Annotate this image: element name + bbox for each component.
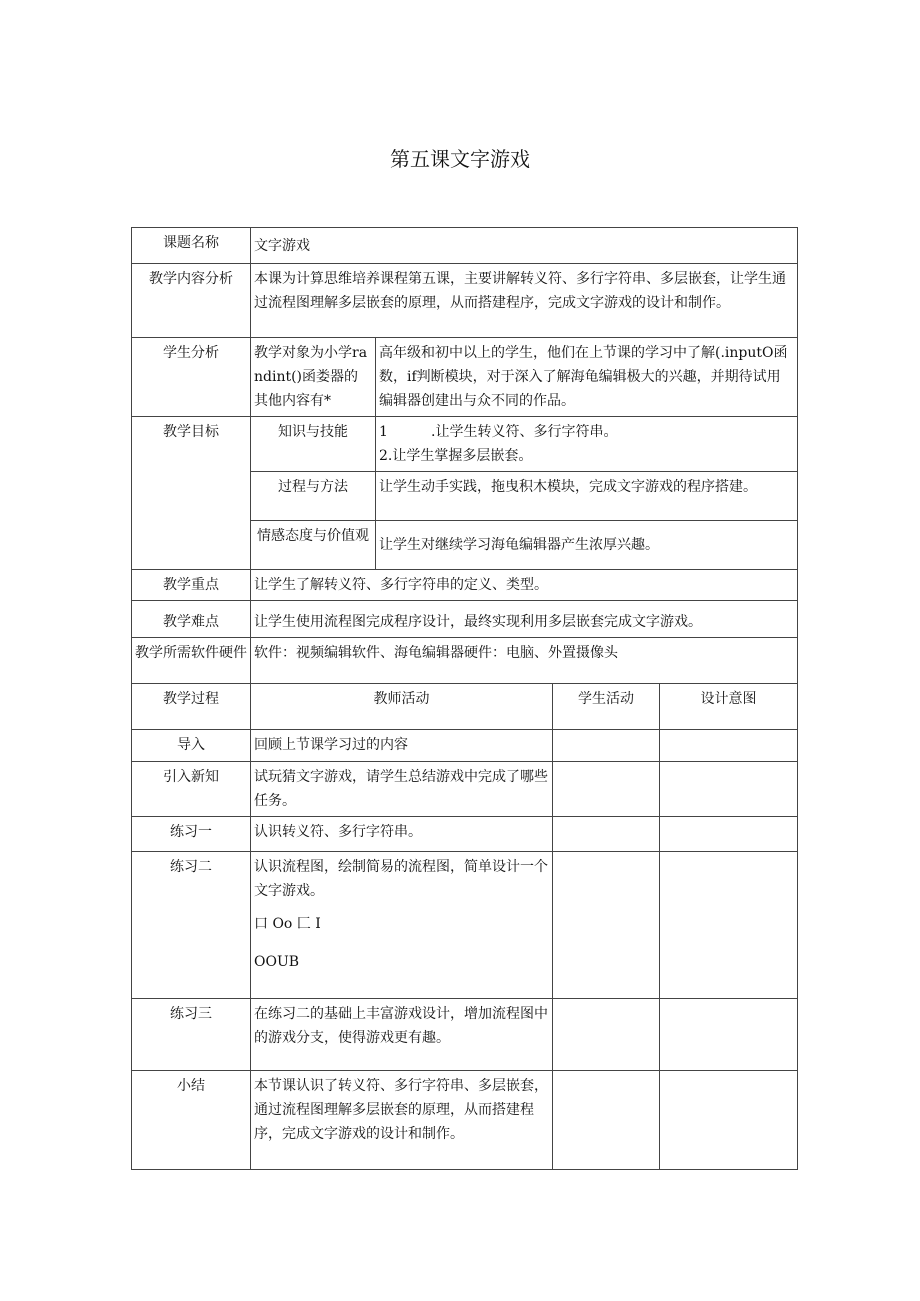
key-point-label: 教学重点 [132, 570, 251, 601]
process-design [660, 762, 798, 817]
process-teacher: 回顾上节课学习过的内容 [251, 730, 553, 762]
process-design [660, 1071, 798, 1170]
process-student [553, 999, 660, 1071]
topic-label: 课题名称 [132, 228, 251, 264]
process-teacher: 试玩猜文字游戏，请学生总结游戏中完成了哪些任务。 [251, 762, 553, 817]
content-analysis-value: 本课为计算思维培养课程第五课，主要讲解转义符、多行字符串、多层嵌套，让学生通过流程图理解多层嵌套的原理，从而搭建程序，完成文字游戏的设计和制作。 [251, 264, 798, 338]
goals-label: 教学目标 [132, 417, 251, 570]
resources-label: 教学所需软件硬件 [132, 638, 251, 684]
goal-emotion-label: 情感态度与价值观 [251, 521, 376, 570]
goal-knowledge-text: .让学生转义符、多行字符串。 [431, 424, 618, 440]
row-resources [132, 638, 798, 684]
table-row [132, 817, 798, 852]
difficulty-value: 让学生使用流程图完成程序设计，最终实现利用多层嵌套完成文字游戏。 [251, 601, 798, 638]
content-analysis-label: 教学内容分析 [132, 264, 251, 338]
process-teacher: 认识转义符、多行字符串。 [251, 817, 553, 852]
flowchart-line-2: OOUB [254, 954, 300, 970]
process-student [553, 817, 660, 852]
process-student [553, 730, 660, 762]
goal-knowledge-line1 [379, 420, 794, 444]
difficulty-label: 教学难点 [132, 601, 251, 638]
table-row [132, 1071, 798, 1170]
process-design [660, 730, 798, 762]
row-content-analysis [132, 264, 798, 338]
process-teacher-text: 认识流程图，绘制简易的流程图，简单设计一个文字游戏。 [254, 859, 548, 899]
page-title: 第五课文字游戏 [390, 147, 530, 171]
process-teacher: 本节课认识了转义符、多行字符串、多层嵌套，通过流程图理解多层嵌套的原理，从而搭建程序，完成文字游戏的设计和制作。 [251, 1071, 553, 1170]
process-stage: 导入 [132, 730, 251, 762]
goal-knowledge-label: 知识与技能 [251, 417, 376, 472]
key-point-value: 让学生了解转义符、多行字符串的定义、类型。 [251, 570, 798, 601]
process-student [553, 762, 660, 817]
process-header-teacher: 教师活动 [251, 684, 553, 730]
process-stage: 练习二 [132, 852, 251, 999]
process-design [660, 852, 798, 999]
process-stage: 引入新知 [132, 762, 251, 817]
process-teacher: 在练习二的基础上丰富游戏设计，增加流程图中的游戏分支，使得游戏更有趣。 [251, 999, 553, 1071]
table-row [132, 762, 798, 817]
student-analysis-label: 学生分析 [132, 338, 251, 417]
process-teacher [251, 852, 553, 999]
student-analysis-left: 教学对象为小学randint()函娄器的其他内容有* [251, 338, 376, 417]
goal-knowledge-line2: 2.让学生掌握多层嵌套。 [379, 448, 533, 464]
process-stage: 练习一 [132, 817, 251, 852]
goal-knowledge-value [376, 417, 798, 472]
flowchart-sketch [254, 911, 549, 975]
flowchart-line-1: 口 Oo 匚 I [254, 916, 321, 932]
goal-process-label: 过程与方法 [251, 472, 376, 521]
process-stage: 小结 [132, 1071, 251, 1170]
topic-value: 文字游戏 [251, 228, 798, 264]
row-topic [132, 228, 798, 264]
resources-value: 软件：视频编辑软件、海龟编辑器硬件：电脑、外置摄像头 [251, 638, 798, 684]
row-student-analysis [132, 338, 798, 417]
process-header-label: 教学过程 [132, 684, 251, 730]
goal-process-value: 让学生动手实践，拖曳积木模块，完成文字游戏的程序搭建。 [376, 472, 798, 521]
goal-knowledge-num: 1 [379, 424, 388, 440]
row-key-point [132, 570, 798, 601]
process-design [660, 817, 798, 852]
goal-emotion-value: 让学生对继续学习海龟编辑器产生浓厚兴趣。 [376, 521, 798, 570]
table-row [132, 730, 798, 762]
process-design [660, 999, 798, 1071]
student-analysis-right: 高年级和初中以上的学生，他们在上节课的学习中了解(.inputO函数，if判断模块，对于深入了解海龟编辑极大的兴趣，并期待试用编辑器创建出与众不同的作品。 [376, 338, 798, 417]
process-stage: 练习三 [132, 999, 251, 1071]
row-goal-knowledge [132, 417, 798, 472]
process-student [553, 852, 660, 999]
process-student [553, 1071, 660, 1170]
table-row [132, 852, 798, 999]
row-difficulty [132, 601, 798, 638]
table-row [132, 999, 798, 1071]
process-header-student: 学生活动 [553, 684, 660, 730]
process-header-design: 设计意图 [660, 684, 798, 730]
lesson-plan-table [131, 227, 798, 1170]
row-process-header [132, 684, 798, 730]
